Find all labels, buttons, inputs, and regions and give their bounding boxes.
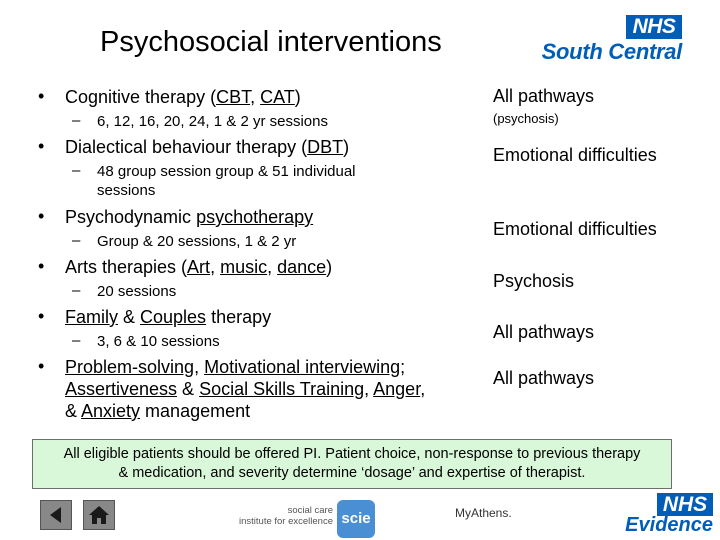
item-text: ) [326,257,333,277]
bullet-6: • [38,356,45,376]
nhs-evidence-logo [625,493,713,537]
reference-link[interactable]: Couples [140,307,207,327]
bullet-2: • [38,136,45,156]
item-text: , [420,379,426,399]
item-1-pathway-note: (psychosis) [493,111,559,126]
item-2-pathway: Emotional difficulties [493,145,657,165]
summary-note-box [32,439,672,489]
item-4-sessions: 20 sessions [97,283,177,300]
note-line-2: & medication, and severity determine ‘dosage’ and expertise of therapist. [118,465,586,481]
item-text: Dialectical behaviour therapy ( [65,137,308,157]
home-icon [84,501,114,529]
home-button[interactable] [83,500,115,530]
reference-link[interactable]: dance [277,257,327,277]
reference-link[interactable]: Social Skills Training [199,379,365,399]
item-6-line-1 [65,357,405,378]
sub-dash-2: – [72,162,81,179]
scie-logo-badge: scie [337,500,375,538]
item-5-pathway: All pathways [493,322,595,342]
item-2-sessions-line-1: 48 group session group & 51 individual [97,163,356,180]
reference-link[interactable]: DBT [307,137,344,157]
reference-link[interactable]: psychotherapy [196,207,314,227]
item-4-title [65,257,332,278]
scie-logo-text [233,505,333,527]
nhs-evidence-text: Evidence [625,514,713,536]
sub-dash-3: – [72,232,81,249]
note-line-1: All eligible patients should be offered PI. Patient choice, non-response to previous therapy [63,446,641,462]
item-6-pathway: All pathways [493,368,595,388]
sub-dash-1: – [72,112,81,129]
item-text: Arts therapies ( [65,257,188,277]
item-text: , [210,257,221,277]
reference-link[interactable]: Anger [373,379,421,399]
item-2-sessions-line-2: sessions [97,182,156,199]
sub-dash-5: – [72,332,81,349]
reference-link[interactable]: Anxiety [81,401,141,421]
item-5-title [65,307,271,328]
previous-slide-button[interactable] [40,500,72,530]
item-text: management [140,401,251,421]
reference-link[interactable]: music [220,257,268,277]
item-text: therapy [206,307,272,327]
nhs-region-name: South Central [541,39,682,64]
item-4-pathway: Psychosis [493,271,575,291]
reference-link[interactable]: CAT [260,87,295,107]
slide-title: Psychosocial interventions [100,26,442,58]
item-text: & [118,307,141,327]
item-text: , [364,379,374,399]
item-text: , [194,357,205,377]
item-text: , [250,87,261,107]
item-text: , [267,257,278,277]
scie-line-1: social care [287,505,333,516]
item-text: ; [400,357,406,377]
item-text: Cognitive therapy ( [65,87,217,107]
item-text: ) [343,137,350,157]
item-1-pathway: All pathways [493,86,595,106]
item-3-pathway: Emotional difficulties [493,219,657,239]
item-6-line-2 [65,379,425,400]
item-1-title [65,87,301,108]
back-arrow-icon [41,501,71,529]
bullet-1: • [38,86,45,106]
item-3-sessions: Group & 20 sessions, 1 & 2 yr [97,233,297,250]
nhs-evidence-box: NHS [657,493,713,516]
item-text: ) [294,87,301,107]
item-text: Psychodynamic [65,207,197,227]
nhs-logo-box: NHS [626,15,682,39]
reference-link[interactable]: Family [65,307,118,327]
reference-link[interactable]: Art [187,257,211,277]
item-text: & [177,379,200,399]
item-3-title [65,207,313,228]
item-6-line-3 [65,401,250,422]
reference-link[interactable]: Motivational interviewing [204,357,401,377]
reference-link[interactable]: Problem-solving [65,357,195,377]
bullet-4: • [38,256,45,276]
bullet-5: • [38,306,45,326]
nhs-south-central-logo [536,15,684,64]
sub-dash-4: – [72,282,81,299]
item-text: & [65,401,82,421]
bullet-3: • [38,206,45,226]
reference-link[interactable]: Assertiveness [65,379,178,399]
item-5-sessions: 3, 6 & 10 sessions [97,333,220,350]
item-2-title [65,137,349,158]
scie-line-2: institute for excellence [239,516,333,527]
item-1-sessions: 6, 12, 16, 20, 24, 1 & 2 yr sessions [97,113,328,130]
myathens-logo: MyAthens. [455,506,512,520]
reference-link[interactable]: CBT [216,87,251,107]
